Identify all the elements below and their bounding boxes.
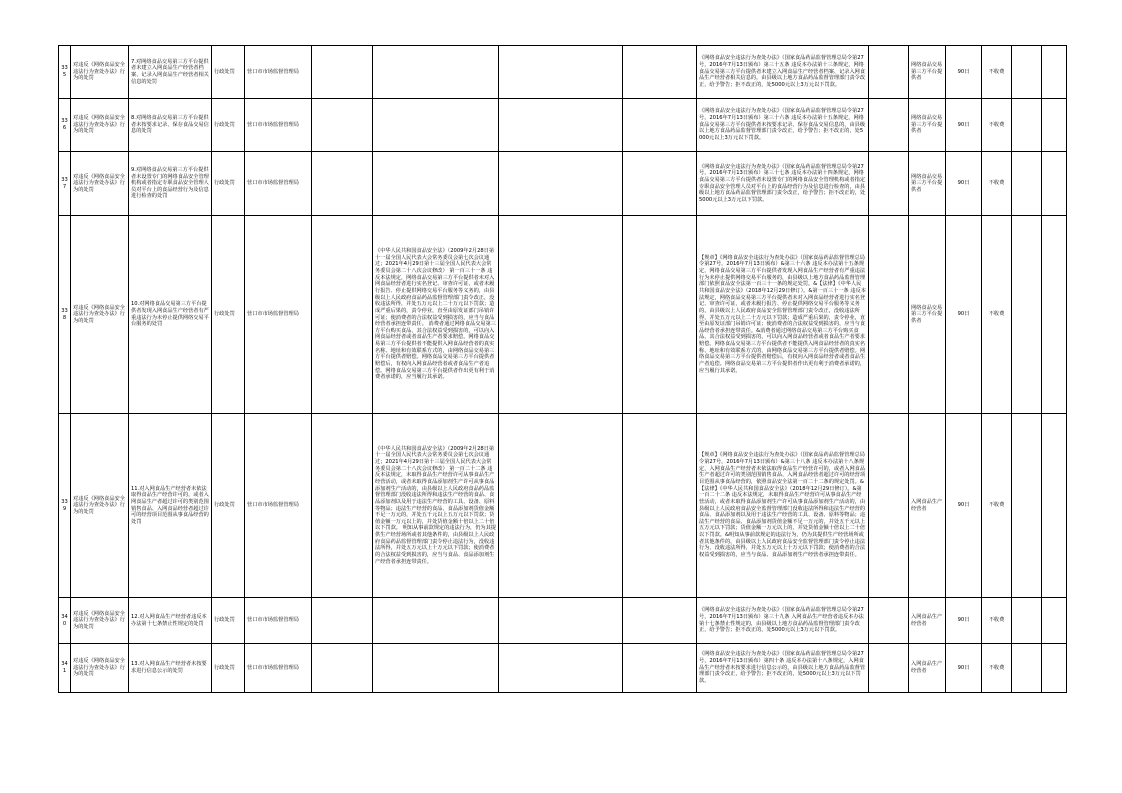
blank-cell xyxy=(869,644,909,693)
blank-cell xyxy=(1012,46,1042,99)
blank-cell xyxy=(312,46,373,99)
table-row xyxy=(59,644,1067,693)
item-cell: 9.对网络食品交易第三方平台提供者未设置专门的网络食品安全管理机构或者指定专职食品安全管理人员对平台上的食品经营行为及信息进行检查的处罚 xyxy=(129,152,212,216)
legal-basis-3-cell: 【规章】《网络食品安全违法行为查处办法》（国家食品药品监督管理总局令第27号，2016年7月13日颁布）&第三十八条 违反本办法第十八条规定，入网食品生产经营者未依法取得食品生产经营许可的，或者入网食品生产者超过许可的类别范围销售食品、入网食品经营者超过许可的经营项目范围从事食品经营的，依照食品安全法第一百二十二条的规定处罚。&【法律】《中华人民共和国食品安全法》（2018年12月29日修订）。&第一百二十二条 违反本法规定，未取得食品生产经营许可从事食品生产经营活动，或者未取得食品添加剂生产许可从事食品添加剂生产活动的，由县级以上人民政府食品安全监督管理部门没收违法所得和违法生产经营的食品、食品添加剂以及用于违法生产经营的工具、设备、原料等物品；违法生产经营的食品、食品添加剂货值金额不足一万元的，并处五千元以上五万元以下罚款；货值金额一万元以上的，并处货值金额十倍以上二十倍以下罚款。&明知从事前款规定的违法行为，仍为其提供生产经营场所或者其他条件的，由县级以上人民政府食品安全监督管理部门责令停止违法行为，没收违法所得，并处五万元以上十万元以下罚款；使消费者的合法权益受到损害的，应当与食品、食品添加剂生产经营者承担连带责任。 xyxy=(697,414,869,598)
department-cell: 营口市市场监督管理局 xyxy=(245,644,312,693)
subject-cell: 入网食品生产经营者 xyxy=(909,414,946,598)
deadline-cell: 90日 xyxy=(946,216,982,414)
blank-cell xyxy=(1012,598,1042,644)
legal-basis-2-cell xyxy=(499,414,623,598)
subject-cell: 网络食品交易第三方平台提供者 xyxy=(909,99,946,152)
power-type-cell: 行政处罚 xyxy=(212,216,245,414)
blank-cell xyxy=(312,99,373,152)
blank-cell xyxy=(623,644,697,693)
table-row xyxy=(59,46,1067,99)
power-type-cell: 行政处罚 xyxy=(212,152,245,216)
legal-basis-cell: 《中华人民共和国食品安全法》（2009年2月28日第十一届全国人民代表大会常务委员会第七次会议通过；2021年4月29日第十三届全国人民代表大会常务委员会第二十八次会议修改） 第一百二十二条 违反本法规定，未取得食品生产经营许可从事食品生产经营活动，或者未取得食品添加剂生产许可从事食品添加剂生产活动的，由县级以上人民政府食品药品监督管理部门没收违法所得和违法生产经营的食品、食品添加剂以及用于违法生产经营的工具、设备、原料等物品；违法生产经营的食品、食品添加剂货值金额不足一万元的，并处五千元以上五万元以下罚款；货值金额一万元以上的，并处货值金额十倍以上二十倍以下罚款。 明知从事前款规定的违法行为，仍为其提供生产经营场所或者其他条件的，由县级以上人民政府食品药品监督管理部门责令停止违法行为，没收违法所得，并处五万元以上十万元以下罚款；使消费者的合法权益受到损害的，应当与食品、食品添加剂生产经营者承担连带责任。 xyxy=(373,414,499,598)
blank-cell xyxy=(623,216,697,414)
fee-cell: 不收费 xyxy=(982,46,1012,99)
item-cell: 10.对网络食品交易第三方平台提供者发现入网食品生产经营者有严重违法行为未停止提供网络交易平台服务的处罚 xyxy=(129,216,212,414)
deadline-cell: 90日 xyxy=(946,598,982,644)
department-cell: 营口市市场监督管理局 xyxy=(245,598,312,644)
item-cell: 12.对入网食品生产经营者违反本办法第十七条禁止性规定的处罚 xyxy=(129,598,212,644)
blank-cell xyxy=(312,414,373,598)
item-cell: 11.对入网食品生产经营者未依法取得食品生产经营许可的，或者入网食品生产者超过许可的类别范围销售食品、入网食品经营者超过许可的经营项目范围从事食品经营的处罚 xyxy=(129,414,212,598)
category-cell: 对违反《网络食品安全违法行为查处办法》行为的处罚 xyxy=(71,414,129,598)
department-cell: 营口市市场监督管理局 xyxy=(245,46,312,99)
legal-basis-3-cell: 《网络食品安全违法行为查处办法》（国家食品药品监督管理总局令第27号，2016年7月13日颁布）第四十条 违反本办法第十八条规定，入网食品生产经营者未按要求进行信息公示的，由县级以上地方食品药品监督管理部门责令改正，给予警告；拒不改正的，处5000元以上3万元以下罚款。 xyxy=(697,644,869,693)
blank-cell xyxy=(1012,414,1042,598)
deadline-cell: 90日 xyxy=(946,99,982,152)
blank-cell xyxy=(1012,152,1042,216)
blank-cell xyxy=(1042,644,1067,693)
fee-cell: 不收费 xyxy=(982,99,1012,152)
table-row xyxy=(59,598,1067,644)
blank-cell xyxy=(1012,644,1042,693)
power-type-cell: 行政处罚 xyxy=(212,99,245,152)
legal-basis-2-cell xyxy=(499,598,623,644)
fee-cell: 不收费 xyxy=(982,414,1012,598)
legal-basis-3-cell: 《网络食品安全违法行为查处办法》（国家食品药品监督管理总局令第27号，2016年7月13日颁布）第三十六条 违反本办法第十五条规定，网络食品交易第三方平台提供者未按要求记录、保存食品交易信息的，由县级以上地方食品药品监督管理部门责令改正，给予警告；拒不改正的，处5000元以上3万元以下罚款。 xyxy=(697,99,869,152)
department-cell: 营口市市场监督管理局 xyxy=(245,152,312,216)
category-cell: 对违反《网络食品安全违法行为查处办法》行为的处罚 xyxy=(71,46,129,99)
legal-basis-3-cell: 《网络食品安全违法行为查处办法》（国家食品药品监督管理总局令第27号，2016年7月13日颁布）第三十七条 违反本办法第十四条规定，网络食品交易第三方平台提供者未设置专门的网络食品安全管理机构或者指定专职食品安全管理人员对平台上的食品经营行为及信息进行检查的，由县级以上地方食品药品监督管理部门责令改正，给予警告；拒不改正的，处5000元以上3万元以下罚款。 xyxy=(697,152,869,216)
blank-cell xyxy=(312,598,373,644)
blank-cell xyxy=(312,216,373,414)
table-body xyxy=(59,46,1067,693)
fee-cell: 不收费 xyxy=(982,644,1012,693)
blank-cell xyxy=(869,598,909,644)
legal-basis-2-cell xyxy=(499,216,623,414)
legal-basis-3-cell: 【规章】《网络食品安全违法行为查处办法》（国家食品药品监督管理总局令第27号，2016年7月13日颁布）&第三十六条 违反本办法第十五条规定，网络食品交易第三方平台提供者发现入网食品生产经营者有严重违法行为未停止提供网络交易平台服务的，由县级以上地方食品药品监督管理部门依照食品安全法第一百三十一条的规定处罚。&【法律】《中华人民共和国食品安全法》（2018年12月29日修订）。&第一百三十一条 违反本法规定，网络食品交易第三方平台提供者未对入网食品经营者进行实名登记、审查许可证，或者未履行报告、停止提供网络交易平台服务等义务的，由县级以上人民政府食品安全监督管理部门责令改正，没收违法所得，并处五万元以上二十万元以下罚款；造成严重后果的，责令停业，直至由原发证部门吊销许可证；使消费者的合法权益受到损害的，应当与食品经营者承担连带责任。&消费者通过网络食品交易第三方平台购买食品，其合法权益受到损害的，可以向入网食品经营者或者食品生产者要求赔偿。网络食品交易第三方平台提供者不能提供入网食品经营者的真实名称、地址和有效联系方式的，由网络食品交易第三方平台提供者赔偿。网络食品交易第三方平台提供者赔偿后，有权向入网食品经营者或者食品生产者追偿。网络食品交易第三方平台提供者作出更有利于消费者承诺的，应当履行其承诺。 xyxy=(697,216,869,414)
table-row xyxy=(59,414,1067,598)
deadline-cell: 90日 xyxy=(946,644,982,693)
blank-cell xyxy=(1042,414,1067,598)
item-cell: 8.对网络食品交易第三方平台提供者未按要求记录、保存食品交易信息的处罚 xyxy=(129,99,212,152)
blank-cell xyxy=(869,99,909,152)
blank-cell xyxy=(312,152,373,216)
blank-cell xyxy=(312,644,373,693)
blank-cell xyxy=(869,414,909,598)
blank-cell xyxy=(623,414,697,598)
subject-cell: 网络食品交易第三方平台提供者 xyxy=(909,216,946,414)
category-cell: 对违反《网络食品安全违法行为查处办法》行为的处罚 xyxy=(71,152,129,216)
department-cell: 营口市市场监督管理局 xyxy=(245,414,312,598)
blank-cell xyxy=(869,216,909,414)
legal-basis-cell xyxy=(373,644,499,693)
subject-cell: 网络食品交易第三方平台提供者 xyxy=(909,46,946,99)
blank-cell xyxy=(1042,598,1067,644)
table-row xyxy=(59,216,1067,414)
subject-cell: 入网食品生产经营者 xyxy=(909,598,946,644)
legal-basis-cell xyxy=(373,99,499,152)
blank-cell xyxy=(1012,99,1042,152)
row-number: 337 xyxy=(59,152,71,216)
row-number: 336 xyxy=(59,99,71,152)
row-number: 335 xyxy=(59,46,71,99)
deadline-cell: 90日 xyxy=(946,414,982,598)
legal-basis-cell: 《中华人民共和国食品安全法》（2009年2月28日第十一届全国人民代表大会常务委员会第七次会议通过；2021年4月29日第十三届全国人民代表大会常务委员会第二十八次会议修改） 第一百三十一条 违反本法规定，网络食品交易第三方平台提供者未对入网食品经营者进行实名登记、审查许可证，或者未履行报告、停止提供网络交易平台服务等义务的，由县级以上人民政府食品药品监督管理部门责令改正，没收违法所得，并处五万元以上二十万元以下罚款；造成严重后果的，责令停业，直至由原发证部门吊销许可证；使消费者的合法权益受到损害的，应当与食品经营者承担连带责任。 消费者通过网络食品交易第三方平台购买食品，其合法权益受到损害的，可以向入网食品经营者或者食品生产者要求赔偿。网络食品交易第三方平台提供者不能提供入网食品经营者的真实名称、地址和有效联系方式的，由网络食品交易第三方平台提供者赔偿。网络食品交易第三方平台提供者赔偿后，有权向入网食品经营者或者食品生产者追偿。网络食品交易第三方平台提供者作出更有利于消费者承诺的，应当履行其承诺。 xyxy=(373,216,499,414)
blank-cell xyxy=(1042,99,1067,152)
category-cell: 对违反《网络食品安全违法行为查处办法》行为的处罚 xyxy=(71,99,129,152)
power-type-cell: 行政处罚 xyxy=(212,414,245,598)
row-number: 339 xyxy=(59,414,71,598)
department-cell: 营口市市场监督管理局 xyxy=(245,216,312,414)
deadline-cell: 90日 xyxy=(946,152,982,216)
item-cell: 7.对网络食品交易第三方平台提供者未建立入网食品生产经营者档案、记录入网食品生产经营者相关信息的处罚 xyxy=(129,46,212,99)
legal-basis-2-cell xyxy=(499,46,623,99)
subject-cell: 网络食品交易第三方平台提供者 xyxy=(909,152,946,216)
power-type-cell: 行政处罚 xyxy=(212,598,245,644)
fee-cell: 不收费 xyxy=(982,152,1012,216)
table-row xyxy=(59,152,1067,216)
blank-cell xyxy=(623,598,697,644)
power-type-cell: 行政处罚 xyxy=(212,46,245,99)
blank-cell xyxy=(1042,152,1067,216)
power-list-table xyxy=(58,45,1067,693)
legal-basis-cell xyxy=(373,152,499,216)
blank-cell xyxy=(1042,216,1067,414)
blank-cell xyxy=(869,152,909,216)
legal-basis-2-cell xyxy=(499,644,623,693)
fee-cell: 不收费 xyxy=(982,598,1012,644)
legal-basis-3-cell: 《网络食品安全违法行为查处办法》（国家食品药品监督管理总局令第27号，2016年7月13日颁布）第三十五条 违反本办法第十三条规定，网络食品交易第三方平台提供者未建立入网食品生产经营者档案、记录入网食品生产经营者相关信息的，由县级以上地方食品药品监督管理部门责令改正，给予警告；拒不改正的，处5000元以上3万元以下罚款。 xyxy=(697,46,869,99)
category-cell: 对违反《网络食品安全违法行为查处办法》行为的处罚 xyxy=(71,598,129,644)
item-cell: 13.对入网食品生产经营者未按要求进行信息公示的处罚 xyxy=(129,644,212,693)
category-cell: 对违反《网络食品安全违法行为查处办法》行为的处罚 xyxy=(71,644,129,693)
blank-cell xyxy=(1042,46,1067,99)
category-cell: 对违反《网络食品安全违法行为查处办法》行为的处罚 xyxy=(71,216,129,414)
blank-cell xyxy=(623,99,697,152)
blank-cell xyxy=(623,152,697,216)
fee-cell: 不收费 xyxy=(982,216,1012,414)
subject-cell: 入网食品生产经营者 xyxy=(909,644,946,693)
deadline-cell: 90日 xyxy=(946,46,982,99)
row-number: 338 xyxy=(59,216,71,414)
legal-basis-cell xyxy=(373,46,499,99)
row-number: 340 xyxy=(59,598,71,644)
department-cell: 营口市市场监督管理局 xyxy=(245,99,312,152)
blank-cell xyxy=(1012,216,1042,414)
table-row xyxy=(59,99,1067,152)
blank-cell xyxy=(869,46,909,99)
legal-basis-cell xyxy=(373,598,499,644)
legal-basis-2-cell xyxy=(499,99,623,152)
legal-basis-3-cell: 《网络食品安全违法行为查处办法》（国家食品药品监督管理总局令第27号，2016年7月13日颁布）第三十九条 入网食品生产经营者违反本办法第十七条禁止性规定的，由县级以上地方食品药品监督管理部门责令改正，给予警告；拒不改正的，处5000元以上3万元以下罚款。 xyxy=(697,598,869,644)
blank-cell xyxy=(623,46,697,99)
legal-basis-2-cell xyxy=(499,152,623,216)
row-number: 341 xyxy=(59,644,71,693)
power-type-cell: 行政处罚 xyxy=(212,644,245,693)
